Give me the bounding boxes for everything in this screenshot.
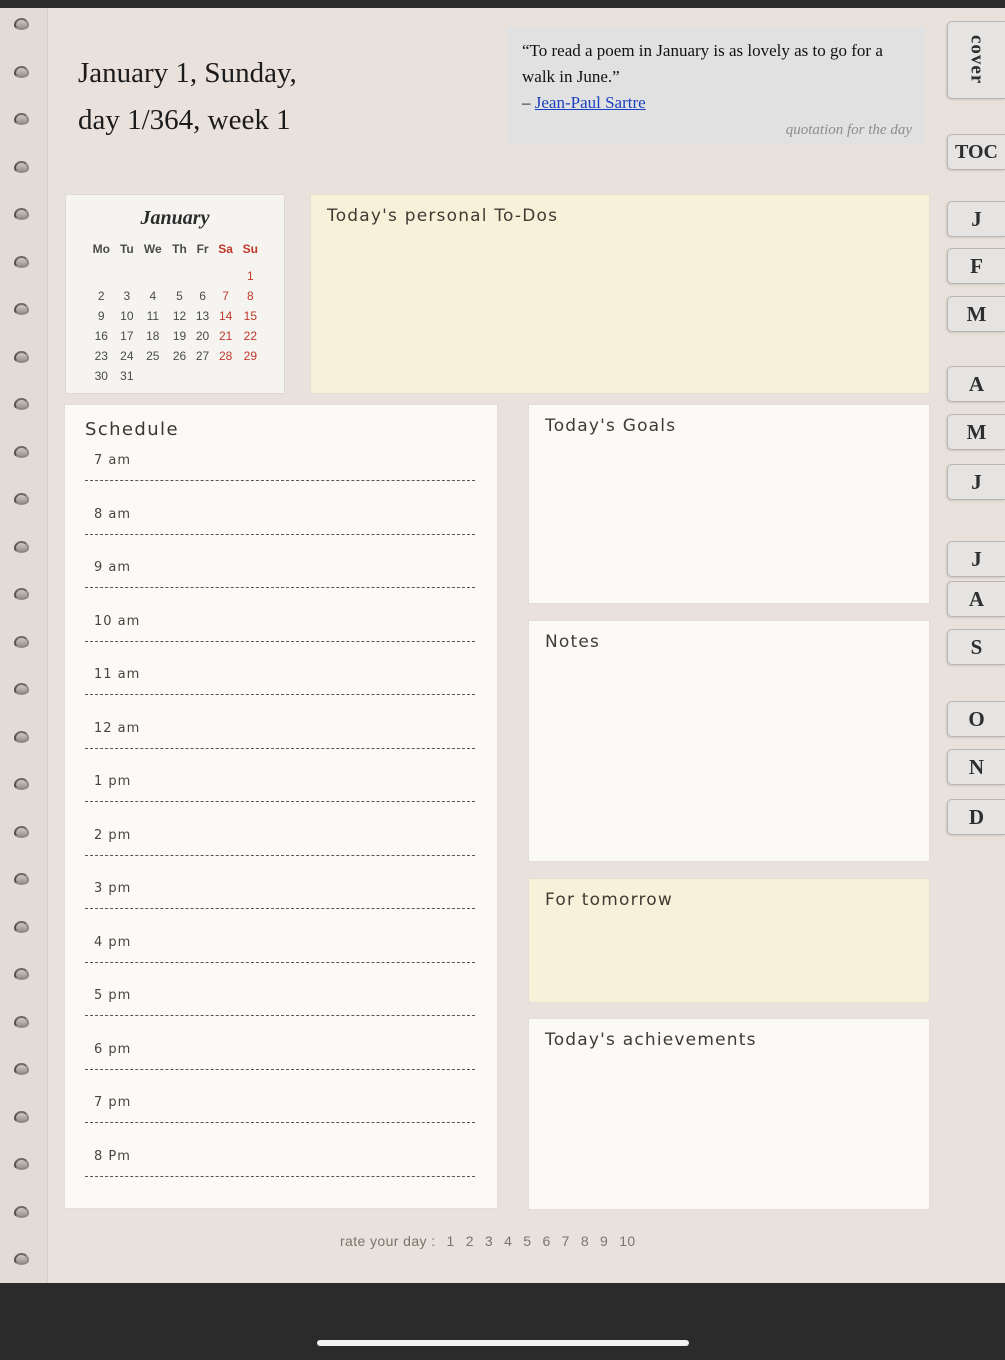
spiral-ring	[14, 826, 29, 838]
mini-calendar[interactable]	[65, 194, 285, 394]
tab-cover[interactable]	[947, 21, 1005, 99]
rate-value[interactable]: 3	[484, 1233, 494, 1249]
schedule-write-line[interactable]	[85, 1015, 475, 1016]
calendar-day[interactable]: 26	[172, 349, 187, 363]
mini-calendar-month: January	[140, 207, 210, 229]
calendar-weekday: Th	[172, 242, 187, 256]
tab-august[interactable]	[947, 581, 1005, 617]
calendar-day[interactable]: 30	[94, 369, 108, 383]
schedule-row[interactable]	[65, 984, 499, 1038]
tab-label: M	[966, 419, 987, 444]
rate-value[interactable]: 8	[580, 1233, 589, 1249]
schedule-hour-label: 2 pm	[94, 827, 132, 843]
schedule-write-line[interactable]	[85, 587, 475, 588]
mini-calendar-body	[87, 266, 263, 386]
calendar-week-row	[87, 286, 263, 306]
calendar-day-empty	[238, 366, 263, 386]
calendar-day[interactable]: 21	[218, 329, 233, 343]
tab-label: D	[968, 804, 985, 829]
tab-december[interactable]	[947, 799, 1005, 835]
tab-july[interactable]	[947, 541, 1005, 577]
schedule-hour-label: 11 am	[94, 667, 141, 682]
schedule-row[interactable]	[65, 770, 499, 824]
tab-label: A	[968, 371, 985, 396]
calendar-day[interactable]: 31	[120, 369, 134, 383]
rate-value[interactable]: 4	[504, 1233, 513, 1249]
calendar-day[interactable]: 9	[97, 309, 105, 323]
tab-label: M	[966, 301, 987, 326]
tab-label: cover	[966, 35, 988, 85]
calendar-day[interactable]: 5	[176, 289, 183, 303]
schedule-title: Schedule	[85, 419, 179, 440]
goals-card[interactable]	[528, 404, 930, 604]
calendar-day[interactable]: 10	[120, 309, 134, 323]
spiral-ring	[14, 636, 29, 648]
tab-march[interactable]	[947, 296, 1005, 332]
quote-author-link[interactable]: Jean-Paul Sartre	[534, 93, 646, 112]
tab-june[interactable]	[947, 464, 1005, 500]
schedule-write-line[interactable]	[85, 480, 475, 481]
calendar-day[interactable]: 6	[199, 289, 206, 303]
calendar-weekday: Sa	[218, 242, 233, 256]
schedule-hour-label: 9 am	[94, 560, 132, 575]
spiral-ring	[14, 113, 29, 125]
schedule-row[interactable]	[65, 610, 499, 664]
calendar-day-empty	[167, 366, 191, 386]
calendar-day[interactable]: 16	[94, 329, 108, 343]
spiral-ring	[14, 968, 29, 980]
tab-label: S	[970, 634, 983, 659]
schedule-hour-label: 7 pm	[94, 1095, 132, 1110]
schedule-write-line[interactable]	[85, 641, 475, 642]
schedule-write-line[interactable]	[85, 1176, 475, 1177]
tomorrow-card[interactable]	[528, 878, 930, 1003]
tab-toc[interactable]	[947, 134, 1005, 170]
calendar-day[interactable]: 19	[172, 329, 187, 343]
spiral-ring	[14, 921, 29, 933]
schedule-write-line[interactable]	[85, 694, 475, 695]
calendar-day-empty	[192, 366, 214, 386]
calendar-day-empty	[192, 266, 214, 286]
calendar-weekday: Su	[242, 242, 259, 256]
rate-value[interactable]: 1	[446, 1233, 455, 1249]
date-line-1: January 1, Sunday,	[78, 57, 297, 89]
calendar-weekday: Mo	[92, 242, 110, 256]
tab-september[interactable]	[947, 629, 1005, 665]
calendar-day[interactable]: 27	[195, 349, 210, 363]
calendar-day-empty	[138, 266, 167, 286]
calendar-day[interactable]: 17	[120, 329, 134, 343]
tab-label: N	[968, 754, 985, 779]
schedule-row[interactable]	[65, 1145, 499, 1199]
calendar-day-empty	[87, 266, 116, 286]
calendar-day[interactable]: 4	[149, 289, 157, 303]
schedule-row[interactable]	[65, 449, 499, 503]
tab-october[interactable]	[947, 701, 1005, 737]
rate-value[interactable]: 5	[523, 1233, 532, 1249]
schedule-row[interactable]	[65, 824, 499, 878]
calendar-day[interactable]: 22	[243, 329, 258, 343]
tab-label: J	[971, 546, 982, 571]
tab-label: TOC	[955, 140, 998, 163]
calendar-week-row	[87, 266, 263, 286]
spiral-ring	[14, 541, 29, 553]
calendar-day-empty	[214, 266, 238, 286]
rate-value[interactable]: 9	[600, 1233, 609, 1249]
calendar-day[interactable]: 7	[222, 289, 229, 303]
spiral-ring	[14, 351, 29, 363]
tab-label: O	[968, 706, 985, 731]
calendar-day[interactable]: 15	[243, 309, 258, 323]
spiral-ring	[14, 208, 29, 220]
schedule-hour-label: 8 am	[94, 506, 132, 522]
achievements-card[interactable]	[528, 1018, 930, 1210]
rate-value[interactable]: 10	[619, 1233, 636, 1249]
schedule-row[interactable]	[65, 556, 499, 610]
todos-title: Today's personal To-Dos	[327, 206, 559, 226]
schedule-write-line[interactable]	[85, 534, 475, 535]
schedule-row[interactable]	[65, 931, 499, 985]
calendar-day[interactable]: 18	[146, 329, 160, 343]
calendar-day-empty	[116, 266, 139, 286]
spiral-ring	[14, 1253, 29, 1265]
device-bottom-bar	[0, 1283, 1005, 1360]
schedule-hour-label: 12 am	[94, 720, 141, 736]
calendar-weekday: We	[143, 242, 162, 256]
calendar-week-row	[87, 346, 263, 366]
schedule-row[interactable]	[65, 663, 499, 717]
tab-may[interactable]	[947, 414, 1005, 450]
tab-april[interactable]	[947, 366, 1005, 402]
spiral-binding	[0, 8, 48, 1283]
rate-label: rate your day :	[340, 1233, 436, 1249]
spiral-ring	[14, 66, 29, 78]
tomorrow-title: For tomorrow	[545, 890, 674, 910]
quote-author-line	[522, 90, 912, 116]
planner-page	[0, 8, 1005, 1283]
spiral-ring	[14, 1016, 29, 1028]
achievements-title: Today's achievements	[545, 1030, 757, 1050]
schedule-hour-label: 3 pm	[94, 881, 132, 896]
schedule-hour-label: 6 pm	[94, 1041, 132, 1057]
schedule-hour-label: 10 am	[94, 613, 141, 629]
calendar-day-empty	[214, 366, 238, 386]
mini-calendar-header-row	[87, 242, 263, 266]
month-tabs	[945, 16, 1005, 1291]
schedule-card[interactable]	[64, 404, 498, 1209]
notes-title: Notes	[545, 632, 601, 652]
spiral-ring	[14, 161, 29, 173]
spiral-ring	[14, 778, 29, 790]
tab-january[interactable]	[947, 201, 1005, 237]
schedule-write-line[interactable]	[85, 1122, 475, 1123]
schedule-write-line[interactable]	[85, 908, 475, 909]
page-title	[78, 50, 498, 144]
quote-text: “To read a poem in January is as lovely as to go for a walk in June.”	[522, 41, 883, 86]
home-indicator[interactable]	[317, 1340, 689, 1346]
tab-label: A	[968, 586, 985, 611]
calendar-weekday: Fr	[196, 242, 209, 256]
tab-label: F	[970, 253, 983, 278]
schedule-hour-label: 8 Pm	[94, 1148, 131, 1164]
spiral-ring	[14, 683, 29, 695]
goals-title: Today's Goals	[545, 416, 677, 436]
schedule-write-line[interactable]	[85, 748, 475, 749]
spiral-ring	[14, 398, 29, 410]
device-top-bar	[0, 0, 1005, 8]
calendar-week-row	[87, 306, 263, 326]
schedule-row[interactable]	[65, 1038, 499, 1092]
schedule-row[interactable]	[65, 877, 499, 931]
spiral-ring	[14, 1063, 29, 1075]
calendar-week-row	[87, 366, 263, 386]
calendar-day[interactable]: 13	[195, 309, 210, 323]
calendar-day[interactable]: 2	[97, 289, 105, 303]
calendar-day[interactable]: 25	[146, 349, 160, 363]
calendar-day[interactable]: 11	[146, 309, 160, 323]
calendar-day[interactable]: 8	[247, 289, 254, 303]
quotation-box	[506, 26, 926, 144]
calendar-day[interactable]: 28	[218, 349, 233, 363]
spiral-ring	[14, 18, 29, 30]
spiral-ring	[14, 1158, 29, 1170]
spiral-ring	[14, 1111, 29, 1123]
calendar-day-empty	[167, 266, 191, 286]
schedule-hour-label: 7 am	[94, 453, 132, 468]
calendar-day[interactable]: 24	[120, 349, 134, 363]
mini-calendar-grid	[87, 242, 263, 386]
tab-label: J	[971, 469, 982, 494]
calendar-week-row	[87, 326, 263, 346]
schedule-hour-label: 5 pm	[94, 988, 132, 1003]
schedule-hour-label: 4 pm	[94, 934, 132, 950]
schedule-write-line[interactable]	[85, 962, 475, 963]
schedule-rows	[65, 449, 499, 1198]
todos-card[interactable]	[310, 194, 930, 394]
spiral-ring	[14, 493, 29, 505]
quote-caption: quotation for the day	[785, 122, 912, 138]
rate-value[interactable]: 2	[465, 1233, 474, 1249]
tab-label: J	[971, 206, 982, 231]
schedule-row[interactable]	[65, 503, 499, 557]
schedule-write-line[interactable]	[85, 1069, 475, 1070]
spiral-ring	[14, 256, 29, 268]
date-line-2: day 1/364, week 1	[78, 104, 291, 136]
schedule-write-line[interactable]	[85, 855, 475, 856]
rate-your-day	[340, 1233, 636, 1249]
spiral-ring	[14, 1206, 29, 1218]
calendar-day[interactable]: 14	[218, 309, 233, 323]
tab-february[interactable]	[947, 248, 1005, 284]
spiral-ring	[14, 446, 29, 458]
schedule-write-line[interactable]	[85, 801, 475, 802]
spiral-ring	[14, 588, 29, 600]
schedule-hour-label: 1 pm	[94, 774, 132, 789]
calendar-day[interactable]: 1	[247, 269, 254, 283]
calendar-day[interactable]: 23	[94, 349, 108, 363]
calendar-day[interactable]: 12	[172, 309, 187, 323]
spiral-ring	[14, 731, 29, 743]
calendar-day[interactable]: 20	[195, 329, 210, 343]
spiral-ring	[14, 873, 29, 885]
tab-november[interactable]	[947, 749, 1005, 785]
notes-card[interactable]	[528, 620, 930, 862]
quote-dash: –	[522, 93, 535, 112]
schedule-row[interactable]	[65, 717, 499, 771]
calendar-weekday: Tu	[119, 242, 134, 256]
spiral-ring	[14, 303, 29, 315]
schedule-row[interactable]	[65, 1091, 499, 1145]
calendar-day[interactable]: 29	[243, 349, 258, 363]
rate-value[interactable]: 6	[542, 1233, 551, 1249]
rate-value[interactable]: 7	[561, 1233, 570, 1249]
calendar-day[interactable]: 3	[123, 289, 131, 303]
calendar-day-empty	[138, 366, 167, 386]
